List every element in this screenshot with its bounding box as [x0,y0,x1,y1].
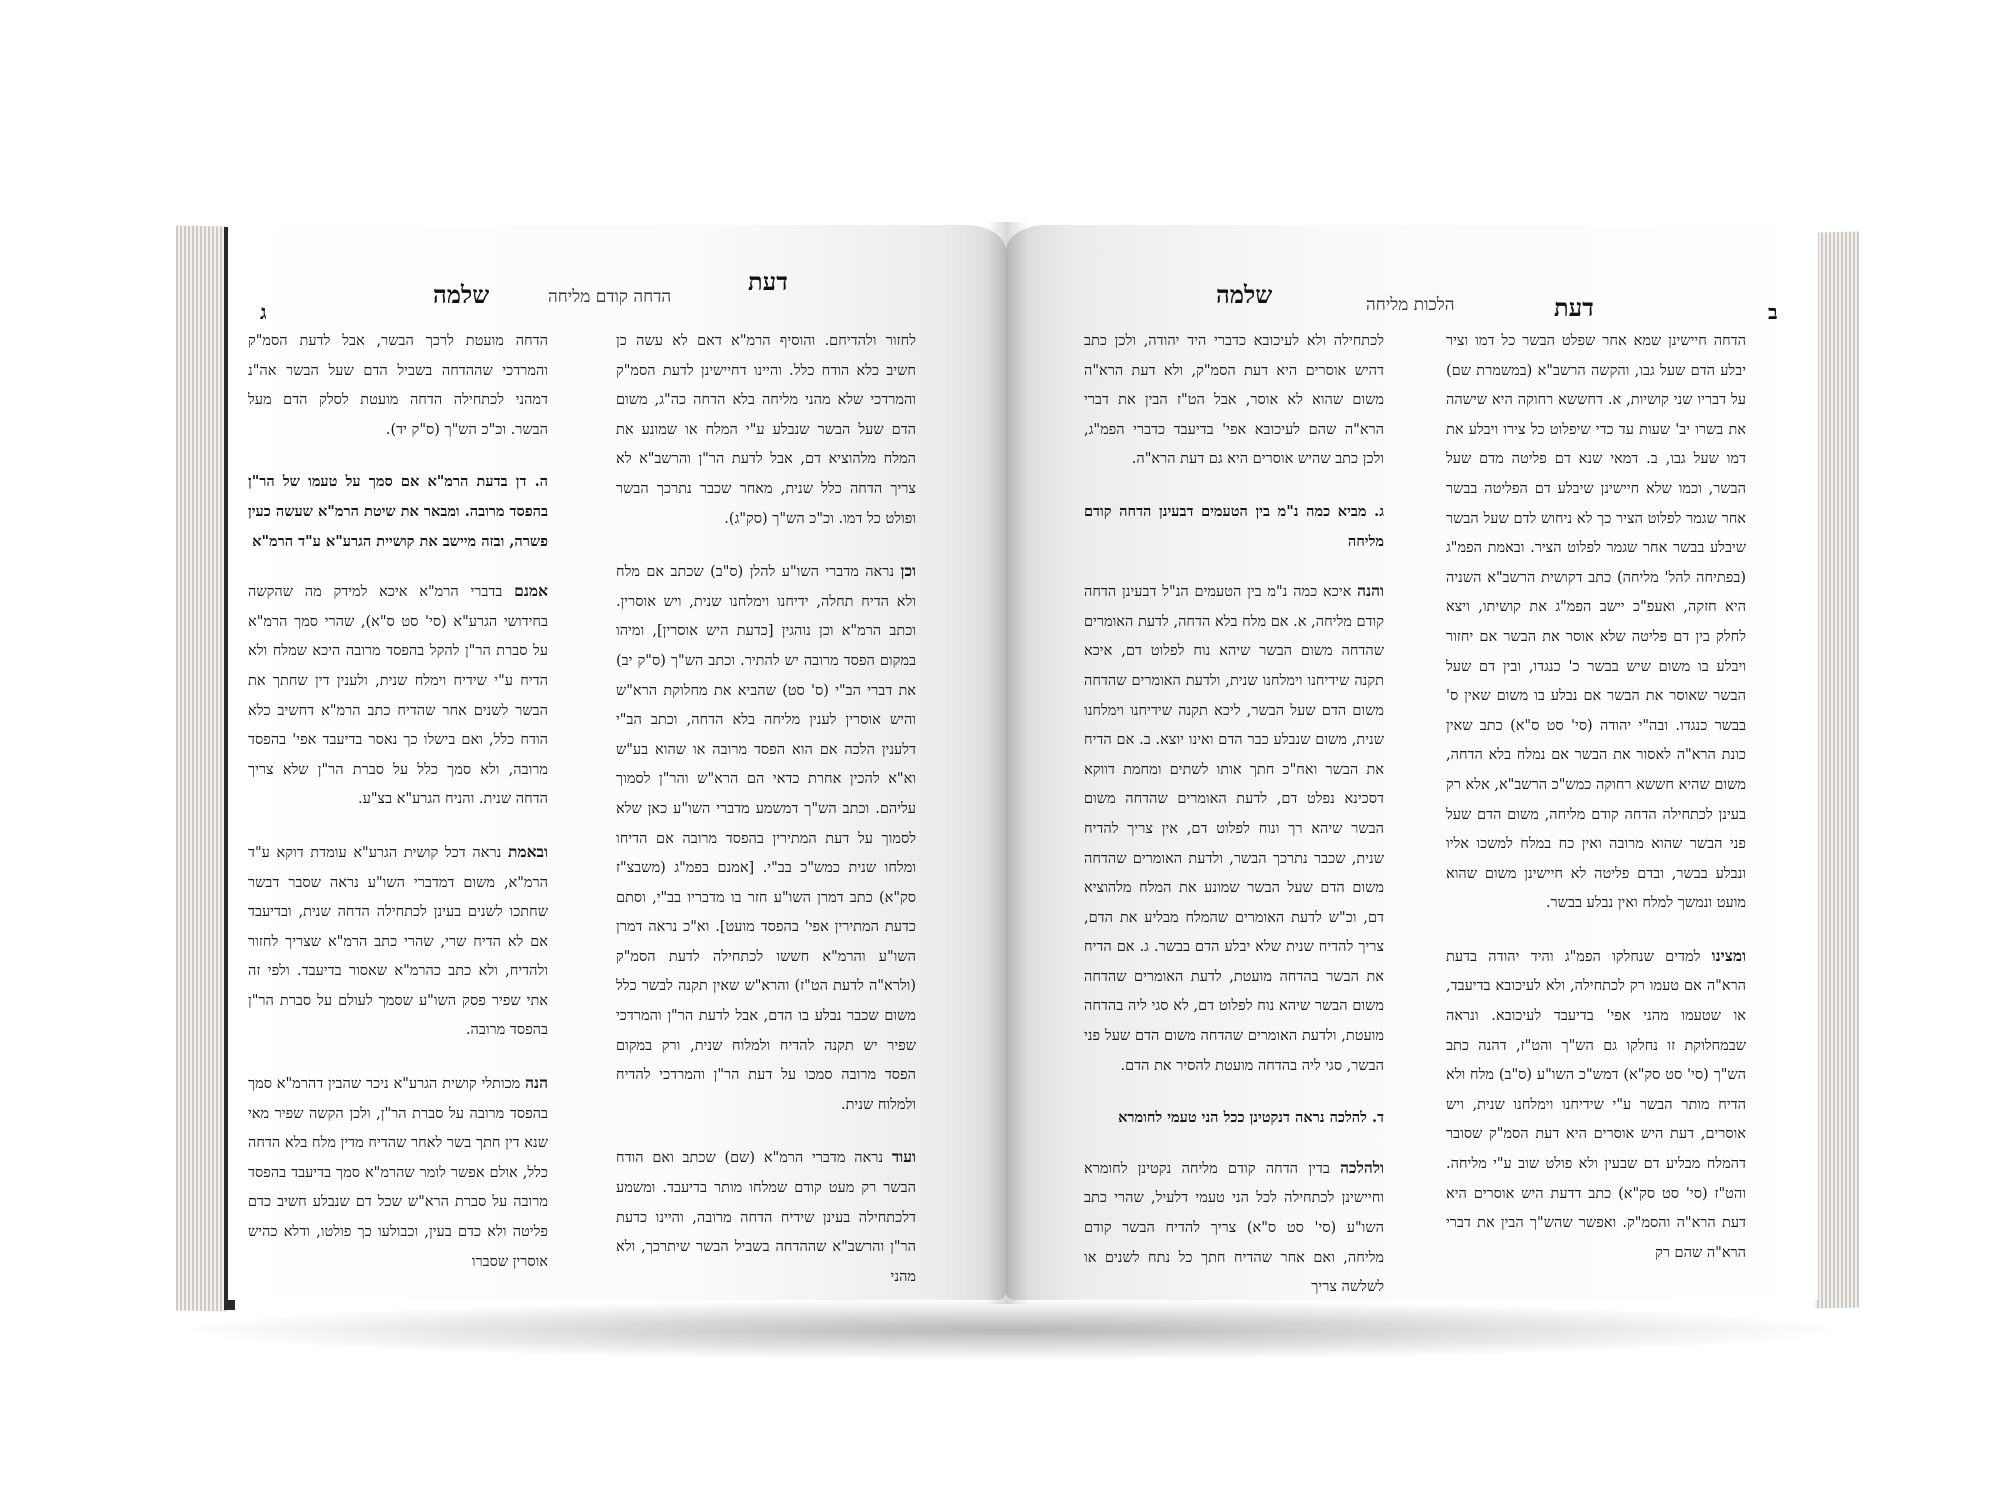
paragraph: ומצינו למדים שנחלקו הפמ"ג והיד יהודה בדעת הרא"ה אם טעמו רק לכתחילה, ולא לעיכובא בדיעבד, או שטעמו מהני אפי' בדיעבד לעיכובא. ונראה שבמחלוקת זו נחלקו גם הש"ך והט"ז, דהנה כתב הש"ך (סי' סט סק"א) דמש"כ השו"ע (ס"ב) מלח ולא הדיח מותר הבשר ע"י שידיחנו וימלחנו שנית, ויש אוסרים, דעת היש אוסרים היא דעת הסמ"ק שסובר דהמלח מבליע דם שבעין ולא פולט שוב ע"י מליחה. והט"ז (סי' סט סק"א) כתב דדעת היש אוסרים היא דעת הרא"ה והסמ"ק. ואפשר שהש"ך הבין את דברי הרא"ה שהם רק [1446,945,1747,1261]
right-page-col-left [1084,327,1384,1300]
right-page-col-right [1446,327,1746,1290]
paragraph: וכן נראה מדברי השו"ע להלן (ס"ב) שכתב אם מלח ולא הדיח תחלה, ידיחנו וימלחנו שנית, ויש אוסרין. וכתב הרמ"א וכן נוהגין [כדעת היש אוסרין], ומיהו במקום הפסד מרובה יש להתיר. וכתב הש"ך (ס"ק יב) את דברי הב"י (ס' סט) שהביא את מחלוקת הרא"ש והיש אוסרין לענין מליחה בלא הדחה, וכתב הב"י דלענין הלכה אם הוא הפסד מרובה או שהוא בע"ש וא"א להכין אחרת כדאי הם הרא"ש והר"ן לסמוך עליהם. וכתב הש"ך דמשמע מדברי השו"ע כאן שלא לסמוך על דעת המתירין בהפסד מרובה אם הדיחו ומלחו שנית כמש"כ בב"י. [אמנם בפמ"ג (משבצ"ז סק"א) כתב דמרן השו"ע חזר בו מדבריו בב"י, וסתם כדעת המתירין אפי' בהפסד מועט]. וא"כ נראה דמרן השו"ע והרמ"א חששו לכתחילה לדעת הסמ"ק (ולרא"ה לדעת הט"ז) והרא"ש שאין תקנה לבשר כלל משום שכבר נבלע בו הדם, אבל לדעת הר"ן והמרדכי שפיר יש תקנה להדיח ולמלוח שנית, ורק במקום הפסד מרובה סמכו על דעת הר"ן והמרדכי להדיח ולמלוח שנית. [616,561,917,1113]
paragraph: ועוד נראה מדברי הרמ"א (שם) שכתב ואם הודח הבשר רק מעט קודם שמלחו מותר בדיעבד. ומשמע דלכתחילה בעינן שידיח הדחה מרובה, והיינו כדעת הר"ן והרשב"א שההדחה בשביל הבשר שיתרכך, ולא מהני [616,1147,917,1285]
right-page [1006,225,1818,1300]
paragraph: אמנם בדברי הרמ"א איכא למידק מה שהקשה בחידושי הגרע"א (סי' סט ס"א), שהרי סמך הרמ"א על סברת הר"ן להקל בהפסד מרובה היכא שמלח ולא הדיח ע"י שידיח וימלח שנית, ולענין דין שחתך את הבשר לשנים אחר שהדיח כתב הרמ"א דחשיב כלא הודח כלל, ואם בישלו כך נאסר בדיעבד אפי' בהפסד מרובה, ולא סמך כלל על סברת הר"ן שלא צריך הדחה שנית. והניח הגרע"א בצ"ע. [248,581,549,808]
left-page-edges [176,225,228,1311]
left-page-number: ג [260,300,267,324]
book-gutter [986,222,1028,1304]
right-running-book: שלמה [1216,280,1273,309]
left-running-book: שלמה [433,280,490,309]
left-running-subtitle: הדחה קודם מליחה [548,287,672,307]
paragraph: הדחה מועטת לרכך הבשר, אבל לדעת הסמ"ק והמרדכי שההדחה בשביל הדם שעל הבשר אה"נ דמהני לכתחילה הדחה מועטת לסלק הדם מעל הבשר. וכ"כ הש"ך (ס"ק יד). [248,333,548,438]
paragraph: לחזור ולהדיחם. והוסיף הרמ"א דאם לא עשה כן חשיב כלא הודח כלל. והיינו דחיישינן לדעת הסמ"ק והמרדכי שלא מהני מליחה בלא הדחה כה"ג, משום הדם שעל הבשר שנבלע ע"י המלח או שמונע את המלח מלהוציא דם, אבל לדעת הר"ן והרשב"א לא צריך הדחה כלל שנית, מאחר שכבר נתרכך הבשר ופולט כל דמו. וכ"כ הש"ך (סק"ג). [616,333,916,527]
left-running-title: דעת [748,267,788,296]
paragraph: ולהלכה בדין הדחה קודם מליחה נקטינן לחומרא וחיישינן לכתחילה לכל הני טעמי דלעיל, שהרי כתב השו"ע (סי' סט ס"א) צריך להדיח הבשר קודם מליחה, ואם אחר שהדיח חתך כל נתח לשנים או לשלשה צריך [1084,1157,1385,1296]
section-heading: ד. להלכה נראה דנקטינן ככל הני טעמי לחומרא [1118,1109,1384,1127]
right-running-subtitle: הלכות מליחה [1366,295,1455,315]
left-page [228,225,1006,1300]
right-page-number: ב [1768,300,1778,324]
book-shadow [190,1300,1830,1360]
paragraph: הנה מכותלי קושית הגרע"א ניכר שהבין דהרמ"א סמך בהפסד מרובה על סברת הר"ן, ולכן הקשה שפיר מאי שנא דין חתך בשר לאחר שהדיח מדין מלח בלא הדחה כלל, אולם אפשר לומר שהרמ"א סמך בדיעבד בהפסד מרובה על סברת הרא"ש שכל דם שנבלע חשיב כדם פליטה ולא כדם בעין, וכבולעו כך פולטו, ודלא כהיש אוסרין שסברו [248,1073,548,1270]
paragraph: והנה איכא כמה נ"מ בין הטעמים הנ"ל דבעינן הדחה קודם מליחה, א. אם מלח בלא הדחה, לדעת האומרים שהדחה משום הבשר שיהא נוח לפלוט דם, איכא תקנה שידיחנו וימלחנו שנית, ולדעת האומרים שהדחה משום הדם שעל הבשר, ליכא תקנה שידיחנו וימלחנו שנית, משום שנבלע כבר הדם ואינו יוצא. ב. אם הדיח את הבשר ואח"כ חתך אותו לשתים ומחמת דווקא דסכינא נפלט דם, לדעת האומרים שהדחה משום הבשר שיהא רך ונוח לפלוט דם, אין צריך להדיח שנית, שכבר נתרכך הבשר, ולדעת האומרים שהדחה משום הדם שעל הבשר שמונע את המלח מלהוציא דם, וכ"ש לדעת האומרים שהמלח מבליע את הדם, צריך להדיח שנית שלא יבלע הדם בבשר. ג. אם הדיח את הבשר בהדחה מועטת, לדעת האומרים שהדחה משום הבשר שיהא נוח לפלוט דם, לא סגי ליה בהדחה מועטת, ולדעת האומרים שהדחה משום הדם שעל פני הבשר, סגי ליה בהדחה מועטת להסיר את הדם. [1084,581,1384,1074]
left-page-col-left [248,327,548,1299]
section-heading: ה. דן בדעת הרמ"א אם סמך על טעמו של הר"ן בהפסד מרובה. ומבאר את שיטת הרמ"א שעשה כעין פשרה, ובזה מיישב את קושיית הגרע"א ע"ד הרמ"א [248,473,548,550]
right-page-edges [1815,231,1859,1308]
paragraph: ובאמת נראה דכל קושית הגרע"א עומדת דוקא ע"ד הרמ"א, משום דמדברי השו"ע נראה שסבר דבשר שחתכו לשנים בעינן לכתחילה הדחה שנית, ובדיעבד אם לא הדיח שרי, שהרי כתב הרמ"א שצריך לחזור ולהדיח, ולא כתב כהרמ"א שאסור בדיעבד. ולפי זה אתי שפיר פסק השו"ע שסמך לעולם על סברת הר"ן בהפסד מרובה. [248,841,548,1039]
section-heading: ג. מביא כמה נ"מ בין הטעמים דבעינן הדחה קודם מליחה [1084,502,1384,550]
paragraph: לכתחילה ולא לעיכובא כדברי היד יהודה, ולכן כתב דהיש אוסרים היא דעת הסמ"ק, ולא דעת הרא"ה משום שהוא לא אוסר, אבל הט"ז הבין את דברי הרא"ה שהם לעיכובא אפי' בדיעבד כדברי הפמ"ג, ולכן כתב שהיש אוסרים היא גם דעת הרא"ה. [1084,333,1384,468]
right-running-title: דעת [1554,293,1594,322]
left-page-col-right [616,327,916,1300]
paragraph: הדחה חיישינן שמא אחר שפלט הבשר כל דמו וציר יבלע הדם שעל גבו, והקשה הרשב"א (במשמרת שם) על דבריו שני קושיות, א. דחששא רחוקה היא שישהה את בשרו יב' שעות עד כדי שיפלוט כל צירו ויבלע את דמו שעל גבו, ב. דמאי שנא דם פליטה מדם שעל הבשר, וכמו שלא חיישינן שיבלע דם הפליטה בבשר אחר שגמר לפלוט הציר כך לא ניחוש לדם שעל הבשר שיבלע בבשר אחר שגמר לפלוט הציר. ובאמת הפמ"ג (בפתיחה להל' מליחה) כתב דקושית הרשב"א השניה היא חזקה, ואעפ"כ יישב הפמ"ג את קושיתו, ויצא לחלק בין דם פליטה שלא אוסר את הבשר אם יחזור ויבלע בו משום שיש בבשר כ' כנגדו, ובין דם שעל הבשר שאוסר את הבשר אם נבלע בו משום שאין ס' בבשר כנגדו. ובה"י יהודה (סי' סט ס"א) כתב שאין כונת הרא"ה לאסור את הבשר אם נמלח בלא הדחה, משום שהיא חששא רחוקה כמש"כ הרשב"א, אלא רק בעינן לכתחילה הדחה קודם מליחה, משום הדם שעל פני הבשר שהוא מרובה ואין כח במלח למשכו אליו ונבלע בבשר, ובדם פליטה לא חיישינן משום שהוא מועט ונמשך למלח ואין נבלע בבשר. [1446,333,1746,912]
